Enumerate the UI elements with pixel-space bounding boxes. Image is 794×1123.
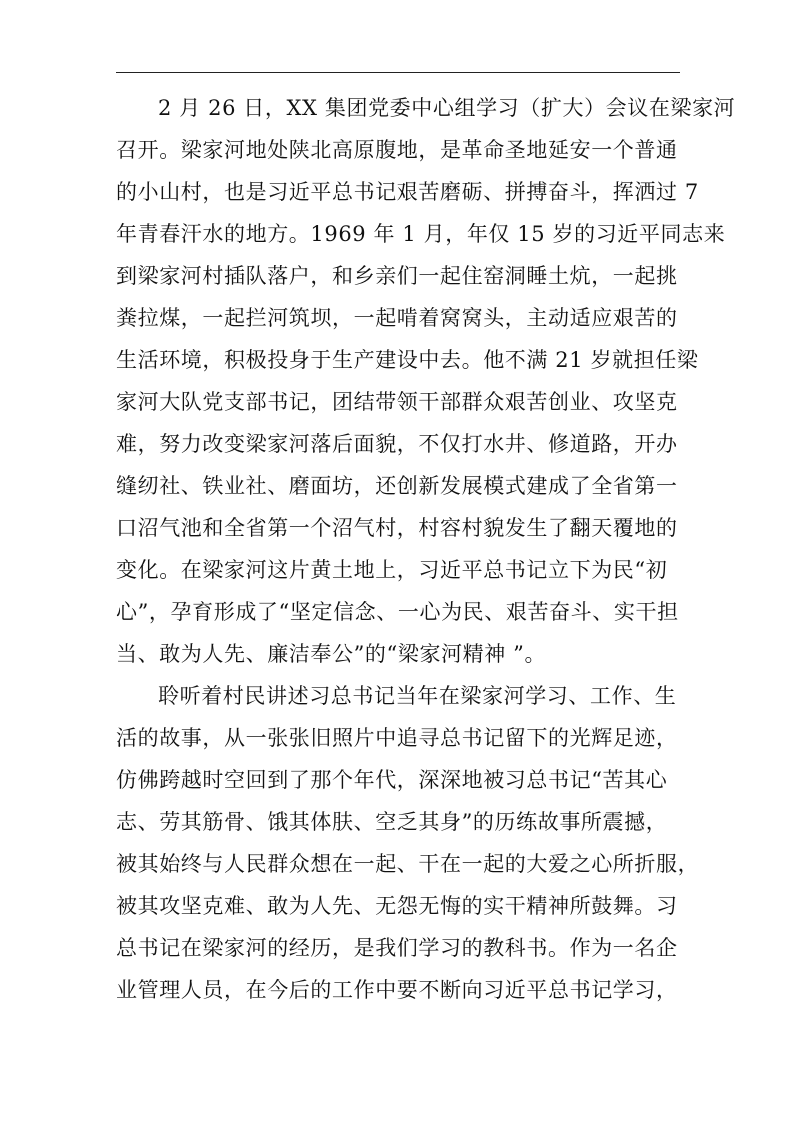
paragraph-line: 活的故事，从一张张旧照片中追寻总书记留下的光辉足迹，	[116, 726, 678, 750]
paragraph-line: 被其攻坚克难、敢为人先、无怨无悔的实干精神所鼓舞。习	[116, 894, 678, 918]
paragraph-line: 生活环境，积极投身于生产建设中去。他不满 21 岁就担任梁	[116, 348, 699, 372]
paragraph-line: 业管理人员，在今后的工作中要不断向习近平总书记学习，	[116, 978, 678, 1002]
paragraph-line: 志、劳其筋骨、饿其体肤、空乏其身”的历练故事所震撼，	[116, 810, 668, 834]
paragraph-line: 到梁家河村插队落户，和乡亲们一起住窑洞睡土炕，一起挑	[116, 264, 678, 288]
paragraph-line: 变化。在梁家河这片黄土地上，习近平总书记立下为民“初	[116, 558, 668, 582]
paragraph-line: 粪拉煤，一起拦河筑坝，一起啃着窝窝头，主动适应艰苦的	[116, 306, 678, 330]
paragraph-line: 仿佛跨越时空回到了那个年代，深深地被习总书记“苦其心	[116, 768, 668, 792]
paragraph-line: 2 月 26 日，XX 集团党委中心组学习（扩大）会议在梁家河	[158, 96, 736, 120]
paragraph-line: 口沼气池和全省第一个沼气村，村容村貌发生了翻天覆地的	[116, 516, 678, 540]
paragraph-line: 心”，孕育形成了“坚定信念、一心为民、艰苦奋斗、实干担	[116, 600, 679, 624]
paragraph-line: 的小山村，也是习近平总书记艰苦磨砺、拼搏奋斗，挥洒过 7	[116, 180, 699, 204]
header-rule	[116, 72, 680, 73]
paragraph-line: 家河大队党支部书记，团结带领干部群众艰苦创业、攻坚克	[116, 390, 678, 414]
paragraph-line: 当、敢为人先、廉洁奉公”的“梁家河精神 ”。	[116, 642, 547, 666]
paragraph-line: 难，努力改变梁家河落后面貌，不仅打水井、修道路，开办	[116, 432, 678, 456]
paragraph-line: 总书记在梁家河的经历，是我们学习的教科书。作为一名企	[116, 936, 678, 960]
paragraph-line: 聆听着村民讲述习总书记当年在梁家河学习、工作、生	[158, 684, 677, 708]
paragraph-line: 被其始终与人民群众想在一起、干在一起的大爱之心所折服，	[116, 852, 700, 876]
paragraph-line: 年青春汗水的地方。1969 年 1 月，年仅 15 岁的习近平同志来	[116, 222, 726, 246]
paragraph-line: 缝纫社、铁业社、磨面坊，还创新发展模式建成了全省第一	[116, 474, 678, 498]
paragraph-line: 召开。梁家河地处陕北高原腹地，是革命圣地延安一个普通	[116, 138, 678, 162]
